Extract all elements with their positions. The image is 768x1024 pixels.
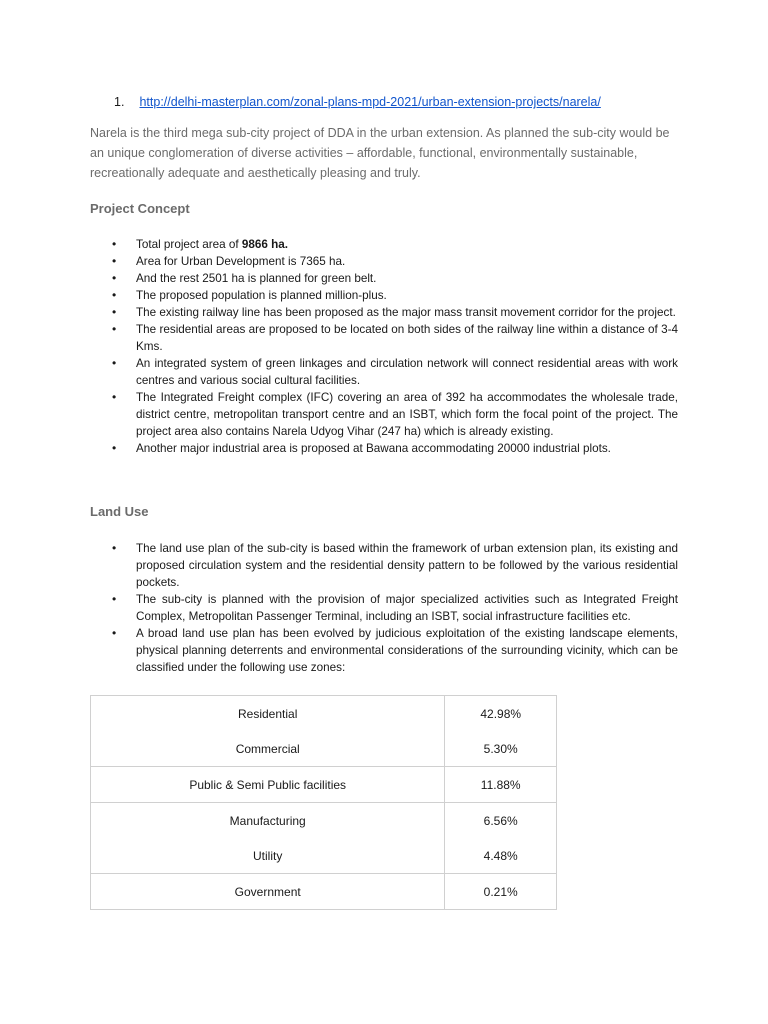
share-cell: 4.48% — [445, 838, 557, 874]
list-item: • The land use plan of the sub-city is based within the framework of urban extension plan, its existing and proposed circulation system and the residential density pattern to be followed by the various residential pockets. — [90, 540, 678, 591]
list-item: • A broad land use plan has been evolved by judicious exploitation of the existing landscape elements, physical planning deterrents and environmental considerations of the surrounding vicinity, which can be classified under the following use zones: — [90, 625, 678, 676]
zone-cell: Residential — [91, 696, 445, 732]
list-item: • The Integrated Freight complex (IFC) covering an area of 392 ha accommodates the wholesale trade, district centre, metropolitan transport centre and an ISBT, which form the focal point of the project. The project area also contains Narela Udyog Vihar (247 ha) which is already existing. — [90, 389, 678, 440]
table-row — [91, 838, 557, 874]
share-cell: 11.88% — [445, 767, 557, 803]
project-concept-heading: Project Concept — [90, 201, 190, 216]
list-item: • The residential areas are proposed to be located on both sides of the railway line within a distance of 3-4 Kms. — [90, 321, 678, 355]
list-item: • Total project area of 9866 ha. — [90, 236, 678, 253]
reference-link[interactable]: http://delhi-masterplan.com/zonal-plans-mpd-2021/urban-extension-projects/narela/ — [139, 95, 601, 109]
share-cell: 5.30% — [445, 731, 557, 767]
share-cell: 0.21% — [445, 874, 557, 910]
intro-paragraph: Narela is the third mega sub-city project of DDA in the urban extension. As planned the sub-city would be an unique conglomeration of diverse activities – affordable, functional, environmentally sustainable, recreationally adequate and aesthetically pleasing and truly. — [90, 126, 670, 180]
table-row — [91, 731, 557, 767]
table-row — [91, 767, 557, 803]
reference-number: 1. — [114, 95, 125, 109]
table-row — [91, 874, 557, 910]
land-use-table — [90, 695, 557, 910]
list-item: • An integrated system of green linkages and circulation network will connect residential areas with work centres and various social cultural facilities. — [90, 355, 678, 389]
zone-cell: Utility — [91, 838, 445, 874]
share-cell: 42.98% — [445, 696, 557, 732]
zone-cell: Commercial — [91, 731, 445, 767]
list-item: • The existing railway line has been proposed as the major mass transit movement corridor for the project. — [90, 304, 678, 321]
land-use-heading: Land Use — [90, 504, 149, 519]
list-item: • Area for Urban Development is 7365 ha. — [90, 253, 678, 270]
zone-cell: Public & Semi Public facilities — [91, 767, 445, 803]
share-cell: 6.56% — [445, 803, 557, 839]
land-use-list — [90, 540, 678, 676]
zone-cell: Government — [91, 874, 445, 910]
table-row — [91, 696, 557, 732]
list-item: • And the rest 2501 ha is planned for green belt. — [90, 270, 678, 287]
project-concept-list — [90, 236, 678, 457]
zone-cell: Manufacturing — [91, 803, 445, 839]
list-item: • Another major industrial area is proposed at Bawana accommodating 20000 industrial plots. — [90, 440, 678, 457]
list-item: • The sub-city is planned with the provision of major specialized activities such as Integrated Freight Complex, Metropolitan Passenger Terminal, including an ISBT, social infrastructure facilities etc. — [90, 591, 678, 625]
reference-line — [114, 95, 601, 109]
table-row — [91, 803, 557, 839]
list-item: • The proposed population is planned million-plus. — [90, 287, 678, 304]
